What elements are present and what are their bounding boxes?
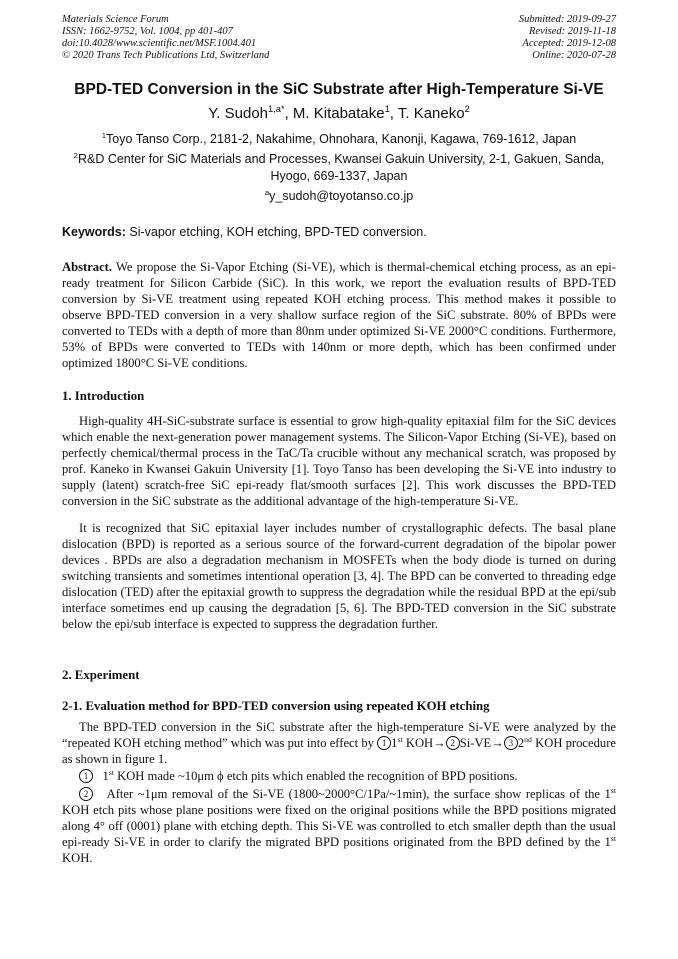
author-email bbox=[55, 188, 623, 205]
paragraph-text: KOH. bbox=[62, 851, 93, 865]
paragraph: High-quality 4H-SiC-substrate surface is essential to grow high-quality epitaxial film for the SiC devices which enable the next-generation power management systems. The Silicon-Vapor Etching (Si-VE), based on perfectly chemical/thermal process in the TaC/Ta crucible without any mechanical scratch, was proposed by prof. Kaneko in Kwansei Gakuin University [1]. Toyo Tanso has been developing the Si-VE into industry to supply (latent) scratch-free SiC epi-ready flat/smooth surfaces [2]. This work discusses the BPD-TED conversion in the SiC substrate as the additional advantage of the high-temperature Si-VE. bbox=[62, 414, 616, 508]
keywords-text: Si-vapor etching, KOH etching, BPD-TED conversion. bbox=[125, 225, 427, 239]
ordinal-suffix: st bbox=[397, 734, 403, 744]
author-separator: , bbox=[284, 105, 293, 122]
affiliation-text: Toyo Tanso Corp., 2181-2, Nakahime, Ohnohara, Kanonji, Kagawa, 769-1612, Japan bbox=[106, 132, 577, 146]
revised-date: Revised: 2019-11-18 bbox=[529, 26, 616, 37]
author-affiliation-mark: 1 bbox=[384, 104, 390, 114]
header-dates bbox=[519, 14, 616, 62]
procedure-step bbox=[62, 786, 616, 866]
step-number-badge: 2 bbox=[446, 736, 460, 750]
section-heading: 1. Introduction bbox=[62, 389, 145, 403]
paragraph-text: 2 bbox=[517, 736, 525, 750]
ordinal-suffix: st bbox=[108, 767, 114, 777]
author-affiliation-mark: 2 bbox=[464, 104, 470, 114]
paragraph bbox=[62, 719, 616, 767]
paragraph: It is recognized that SiC epitaxial layer includes number of crystallographic defects. The basal plane dislocation (BPD) is reported as a serious source of the forward-current degradation of the bipolar power devices . BPDs are also a degradation mechanism in MOSFETs when the body diode is turned on during switching transients and sometimes intentional operation [3, 4]. The BPD can be converted to threading edge dislocation (TED) after the epitaxial growth to suppress the degradation while the residual BPD at the epi/sub interface sometimes end up causing the degradation [5, 6]. The BPD-TED conversion in the SiC substrate below the epi/sub interface is expected to suppress the degradation further. bbox=[62, 521, 616, 631]
section-heading: 2. Experiment bbox=[62, 668, 140, 682]
author-list bbox=[40, 104, 638, 124]
paper-title: BPD-TED Conversion in the SiC Substrate after High-Temperature Si-VE bbox=[74, 81, 604, 98]
abstract bbox=[62, 259, 616, 371]
paragraph-text: KOH made ~10μm ϕ etch pits which enabled the recognition of BPD positions. bbox=[113, 769, 518, 783]
journal-name: Materials Science Forum bbox=[62, 14, 169, 25]
online-date: Online: 2020-07-28 bbox=[532, 50, 616, 61]
header-citation bbox=[62, 14, 269, 62]
doi-line: doi:10.4028/www.scientific.net/MSF.1004.401 bbox=[62, 38, 257, 49]
abstract-text: We propose the Si-Vapor Etching (Si-VE), which is thermal-chemical etching process, as an epi-ready treatment for Silicon Carbide (SiC). In this work, we report the evaluation results of BPD-TED conversion by Si-VE treatment using repeated KOH etching process. This method makes it possible to observe BPD-TED conversion in a very shallow surface region of the SiC substrate. 80% of BPDs were converted to TEDs with a depth of more than 80nm under optimized Si-VE 2000°C conditions. Furthermore, 53% of BPDs were converted to TEDs with 140nm or more depth, which has been confirmed under optimized 1800°C Si-VE conditions. bbox=[62, 260, 616, 370]
paragraph-text: 1 bbox=[391, 736, 398, 750]
paragraph-text: KOH→ bbox=[402, 736, 446, 750]
email-address: y_sudoh@toyotanso.co.jp bbox=[269, 189, 414, 203]
author-affiliation-mark: 1,a* bbox=[268, 104, 285, 114]
ordinal-suffix: st bbox=[610, 785, 616, 795]
keywords bbox=[62, 224, 616, 240]
accepted-date: Accepted: 2019-12-08 bbox=[522, 38, 616, 49]
paragraph-text: 1 bbox=[102, 769, 109, 783]
author-name: M. Kitabatake bbox=[292, 105, 385, 122]
ordinal-suffix: nd bbox=[524, 734, 532, 744]
affiliation-mark: 1 bbox=[101, 130, 107, 140]
abstract-label: Abstract. bbox=[62, 260, 113, 274]
paragraph-text: After ~1μm removal of the Si-VE (1800~2000°C/1Pa/~1min), the surface show replicas of the 1 bbox=[106, 787, 611, 801]
step-number-badge: 1 bbox=[79, 769, 93, 783]
step-number-badge: 3 bbox=[504, 736, 518, 750]
paragraph-text: The BPD-TED conversion in the SiC substrate after the high-temperature Si-VE were analyzed by the “repeated KOH etching method” which was put into effect by bbox=[62, 720, 616, 750]
affiliation-1 bbox=[55, 131, 623, 148]
copyright-line: © 2020 Trans Tech Publications Ltd, Switzerland bbox=[62, 50, 270, 61]
step-number-badge: 2 bbox=[79, 787, 93, 801]
step-number-badge: 1 bbox=[377, 736, 391, 750]
author-name: T. Kaneko bbox=[397, 105, 465, 122]
affiliation-text: R&D Center for SiC Materials and Processes, Kwansei Gakuin University, 2-1, Gakuen, Sanda, Hyogo, 669-1337, Japan bbox=[77, 152, 605, 183]
keywords-label: Keywords: bbox=[62, 225, 126, 239]
affiliation-mark: 2 bbox=[73, 150, 78, 160]
affiliation-2 bbox=[55, 151, 623, 185]
journal-header bbox=[62, 14, 616, 66]
paragraph-text: Si-VE→ bbox=[459, 736, 504, 750]
paragraph-text: KOH etch pits whose plane positions were fixed on the original positions while the BPD positions migrated along 4° off (0001) plane with etching depth. This Si-VE was controlled to etch smaller depth than the usual epi-ready Si-VE in order to clarify the migrated BPD positions originated from the BPD defined by the 1 bbox=[62, 803, 616, 849]
email-mark: a bbox=[264, 187, 270, 197]
submitted-date: Submitted: 2019-09-27 bbox=[518, 14, 616, 25]
issn-line: ISSN: 1662-9752, Vol. 1004, pp 401-407 bbox=[62, 26, 233, 37]
procedure-step bbox=[62, 768, 616, 784]
subsection-heading: 2-1. Evaluation method for BPD-TED conversion using repeated KOH etching bbox=[62, 699, 490, 713]
ordinal-suffix: st bbox=[610, 833, 616, 843]
author-separator: , bbox=[389, 105, 398, 122]
paragraph-text: KOH procedure as shown in figure 1. bbox=[62, 736, 616, 766]
author-name: Y. Sudoh bbox=[208, 105, 269, 122]
